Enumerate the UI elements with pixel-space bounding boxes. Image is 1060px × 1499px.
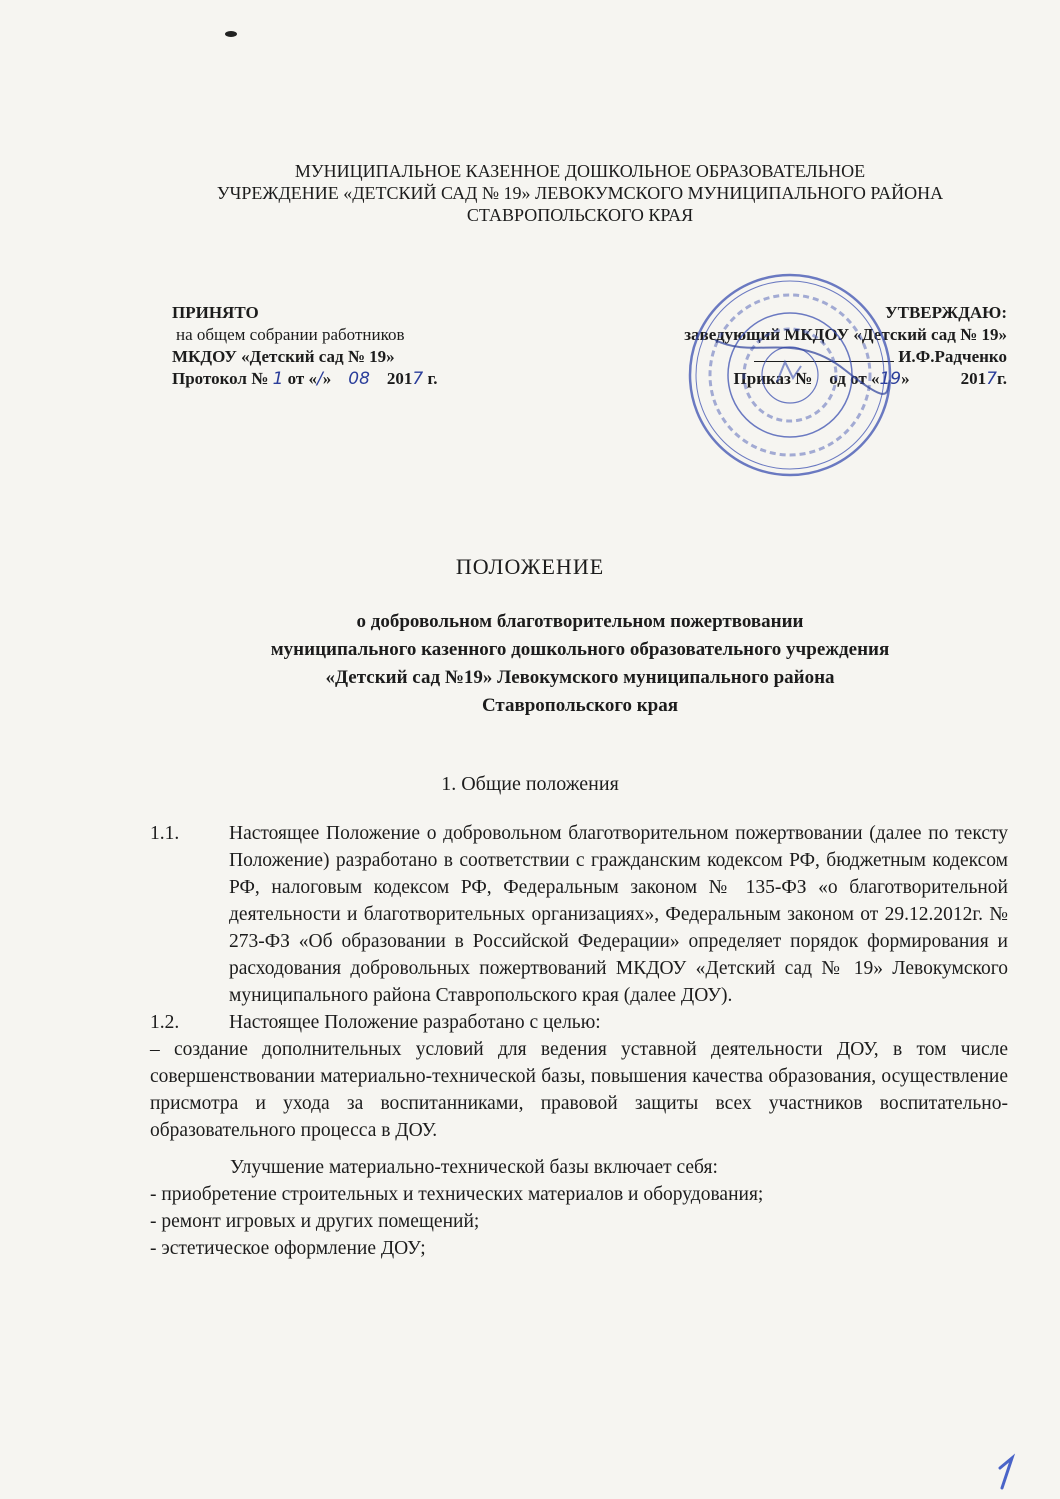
accepted-line-1: на общем собрании работников: [176, 325, 405, 344]
clause-text: Настоящее Положение разработано с целью:: [229, 1012, 601, 1033]
section-heading: 1. Общие положения: [441, 773, 619, 795]
order-year-digit: 7: [986, 369, 997, 389]
subtitle-line-3: «Детский сад №19» Левокумского муниципального района: [325, 667, 835, 688]
document-subtitle: [150, 608, 1010, 720]
org-line-2: УЧРЕЖДЕНИЕ «ДЕТСКИЙ САД № 19» ЛЕВОКУМСКОГО МУНИЦИПАЛЬНОГО РАЙОНА: [216, 183, 944, 203]
ink-blot: [224, 30, 238, 38]
page-number-text: 1: [988, 1452, 989, 1453]
list-item: - приобретение строительных и технических материалов и оборудования;: [150, 1184, 764, 1205]
order-line: Приказ № од от «19» 2017г.: [733, 369, 1007, 389]
protocol-number-handwritten: 1: [272, 369, 284, 389]
subtitle-line-4: Ставропольского края: [481, 695, 679, 716]
accepted-line-2: МКДОУ «Детский сад № 19»: [172, 347, 395, 366]
protocol-day-handwritten: /: [317, 369, 323, 389]
document-body: [150, 820, 1008, 1262]
clause-1-2: [150, 1009, 1008, 1036]
org-line-3: СТАВРОПОЛЬСКОГО КРАЯ: [466, 205, 694, 225]
document-title: ПОЛОЖЕНИЕ: [455, 554, 605, 579]
protocol-month-handwritten: 08: [348, 369, 370, 389]
improvement-list: [150, 1181, 1008, 1262]
accepted-title: ПРИНЯТО: [172, 303, 259, 322]
clause-text: Настоящее Положение о добровольном благотворительном пожертвовании (далее по тексту Положение) разработано в соответствии с гражданским кодексом РФ, бюджетным кодексом РФ, налоговым кодексом РФ, Федеральным законом № 135-ФЗ «о благотворительной деятельности и благотворительных организациях», Федеральным законом от 29.12.2012г. № 273-ФЗ «Об образовании в Российской Федерации» определяет порядок формирования и расходования добровольных пожертвований МКДОУ «Детский сад № 19» Левокумского муниципального района Ставропольского края (далее ДОУ).: [229, 823, 1008, 1006]
approved-title: УТВЕРЖДАЮ:: [885, 303, 1007, 322]
clause-1-1: [150, 820, 1008, 1009]
goal-paragraph: – создание дополнительных условий для ведения уставной деятельности ДОУ, в том числе совершенствовании материально-технической базы, повышения качества образования, осуществление присмотра и ухода за воспитанниками, правовой защиты всех участников воспитательно-образовательного процесса в ДОУ.: [150, 1039, 1008, 1141]
official-stamp: [685, 270, 895, 480]
list-item: - эстетическое оформление ДОУ;: [150, 1238, 426, 1259]
protocol-year-digit: 7: [412, 369, 424, 389]
accepted-block: [172, 302, 502, 390]
subtitle-line-1: о добровольном благотворительном пожертвовании: [356, 611, 804, 632]
organization-header: [150, 160, 1010, 226]
handwritten-page-number: [988, 1452, 1028, 1492]
order-day-handwritten: 19: [879, 369, 902, 389]
clause-number: 1.2.: [150, 1012, 180, 1033]
subtitle-line-2: муниципального казенного дошкольного образовательного учреждения: [270, 639, 890, 660]
list-item: - ремонт игровых и других помещений;: [150, 1211, 480, 1232]
clause-number: 1.1.: [150, 823, 180, 844]
improvement-intro: Улучшение материально-технической базы включает себя:: [230, 1157, 718, 1178]
org-line-1: МУНИЦИПАЛЬНОЕ КАЗЕННОЕ ДОШКОЛЬНОЕ ОБРАЗОВАТЕЛЬНОЕ: [294, 161, 866, 181]
protocol-line: Протокол № 1 от «/» 08 2017 г.: [172, 369, 438, 389]
signer-name: И.Ф.Радченко: [898, 347, 1007, 366]
approved-line-1: заведующий МКДОУ «Детский сад № 19»: [684, 325, 1007, 344]
